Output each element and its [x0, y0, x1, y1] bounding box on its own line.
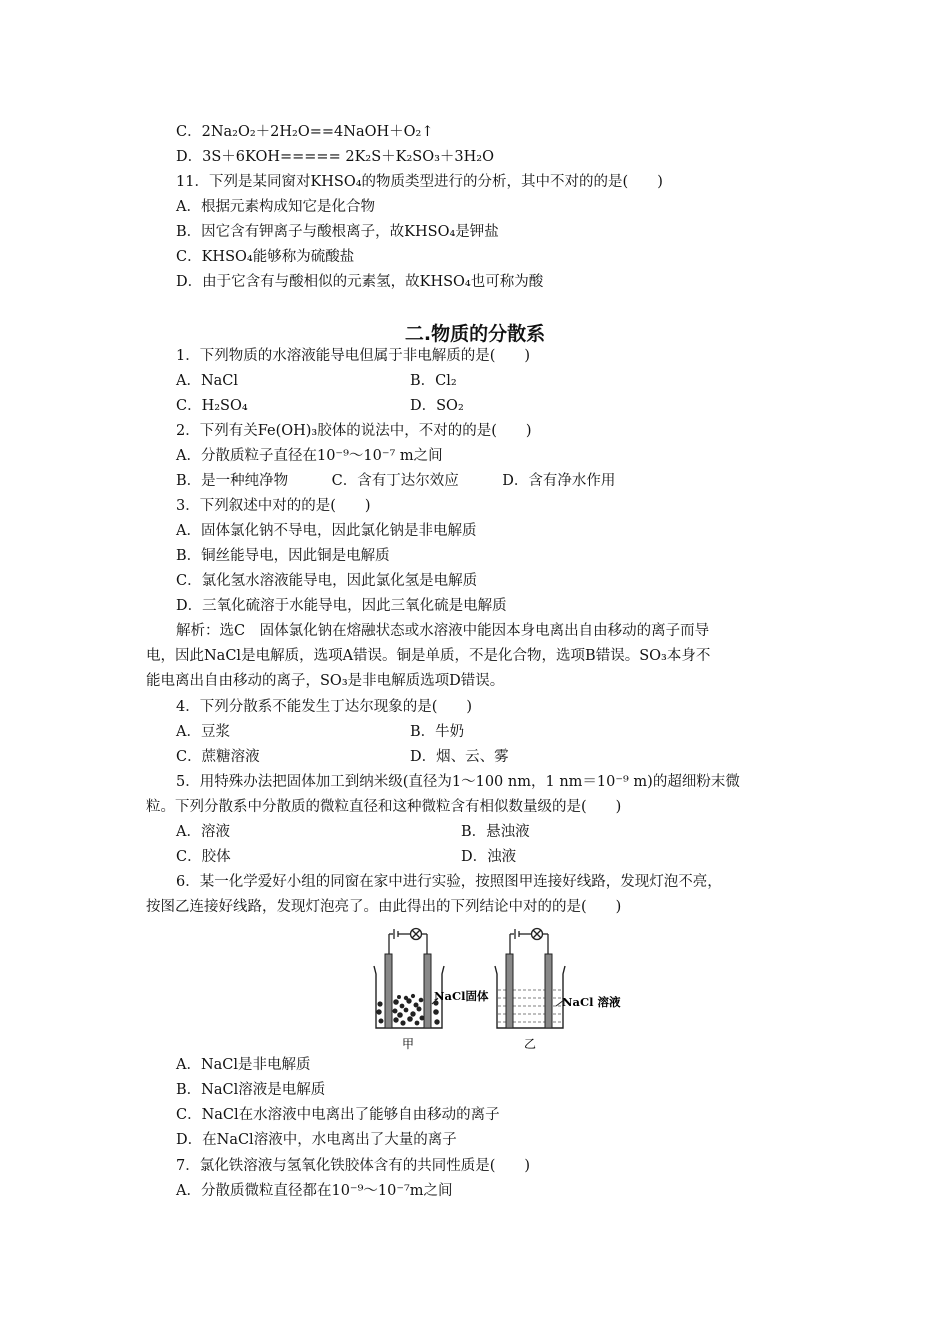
option-line: A．NaCl是非电解质 [176, 1057, 311, 1073]
option-line: A．溶液 [176, 824, 230, 840]
question-line: 2．下列有关Fe(OH)₃胶体的说法中，不对的的是( ) [176, 423, 532, 439]
option-line: D．烟、云、雾 [410, 749, 509, 765]
conductivity-experiment-figure [366, 922, 626, 1054]
circuit-left [389, 929, 427, 955]
option-line: B．NaCl溶液是电解质 [176, 1082, 326, 1098]
caption-right: 乙 [524, 1037, 537, 1051]
option-line: B．牛奶 [410, 724, 465, 740]
question-line: 7．氯化铁溶液与氢氧化铁胶体含有的共同性质是( ) [176, 1158, 531, 1174]
option-line: B．是一种纯净物 C．含有丁达尔效应 D．含有净水作用 [176, 473, 616, 489]
question-line: 3．下列叙述中对的的是( ) [176, 498, 371, 514]
option-line: A．NaCl [176, 373, 239, 389]
option-line: D．SO₂ [410, 398, 464, 414]
beaker-left [374, 954, 489, 1051]
question-line: 1．下列物质的水溶液能导电但属于非电解质的是( ) [176, 348, 531, 364]
option-line: D．在NaCl溶液中，水电离出了大量的离子 [176, 1132, 457, 1148]
option-line: A．豆浆 [176, 724, 230, 740]
option-line: B．悬浊液 [461, 824, 530, 840]
option-line: C．H₂SO₄ [176, 398, 248, 414]
question-line: 粒。下列分散系中分散质的微粒直径和这种微粒含有相似数量级的是( ) [146, 799, 622, 815]
option-line: A．分散质粒子直径在10⁻⁹～10⁻⁷ m之间 [176, 448, 443, 464]
beaker-right [495, 954, 621, 1051]
option-line: C．蔗糖溶液 [176, 749, 260, 765]
option-line: D．浊液 [461, 849, 517, 865]
caption-left: 甲 [402, 1037, 415, 1051]
option-line: B．Cl₂ [410, 373, 457, 389]
option-line: C．2Na₂O₂＋2H₂O==4NaOH＋O₂↑ [176, 124, 434, 140]
option-line: A．根据元素构成知它是化合物 [176, 199, 375, 215]
option-line: C．NaCl在水溶液中电离出了能够自由移动的离子 [176, 1107, 500, 1123]
label-nacl-solid: NaCl固体 [434, 989, 489, 1003]
option-line: D．三氧化硫溶于水能导电，因此三氧化硫是电解质 [176, 598, 507, 614]
option-line: B．铜丝能导电，因此铜是电解质 [176, 548, 390, 564]
circuit-right [510, 929, 548, 955]
option-line: B．因它含有钾离子与酸根离子，故KHSO₄是钾盐 [176, 224, 499, 240]
option-line: A．固体氯化钠不导电，因此氯化钠是非电解质 [176, 523, 477, 539]
explanation-line: 能电离出自由移动的离子，SO₃是非电解质选项D错误。 [146, 673, 505, 689]
label-nacl-solution: NaCl 溶液 [562, 995, 621, 1009]
option-line: C．氯化氢水溶液能导电，因此氯化氢是电解质 [176, 573, 478, 589]
explanation-line: 解析：选C 固体氯化钠在熔融状态或水溶液中能因本身电离出自由移动的离子而导 [176, 623, 710, 639]
explanation-line: 电，因此NaCl是电解质，选项A错误。铜是单质，不是化合物，选项B错误。SO₃本身不 [146, 648, 711, 664]
option-line: D．由于它含有与酸相似的元素氢，故KHSO₄也可称为酸 [176, 274, 544, 290]
option-line: D．3S＋6KOH===== 2K₂S＋K₂SO₃＋3H₂O [176, 149, 494, 165]
question-line: 按图乙连接好线路，发现灯泡亮了。由此得出的下列结论中对的的是( ) [146, 899, 622, 915]
question-line: 11．下列是某同窗对KHSO₄的物质类型进行的分析，其中不对的的是( ) [176, 174, 663, 190]
option-line: C．胶体 [176, 849, 231, 865]
question-line: 4．下列分散系不能发生丁达尔现象的是( ) [176, 699, 473, 715]
option-line: A．分散质微粒直径都在10⁻⁹～10⁻⁷m之间 [176, 1183, 453, 1199]
option-line: C．KHSO₄能够称为硫酸盐 [176, 249, 355, 265]
section-title: 二.物质的分散系 [404, 323, 546, 345]
question-line: 6．某一化学爱好小组的同窗在家中进行实验，按照图甲连接好线路，发现灯泡不亮， [176, 874, 722, 890]
question-line: 5．用特殊办法把固体加工到纳米级(直径为1～100 nm，1 nm＝10⁻⁹ m)的超细粉末微 [176, 774, 740, 790]
